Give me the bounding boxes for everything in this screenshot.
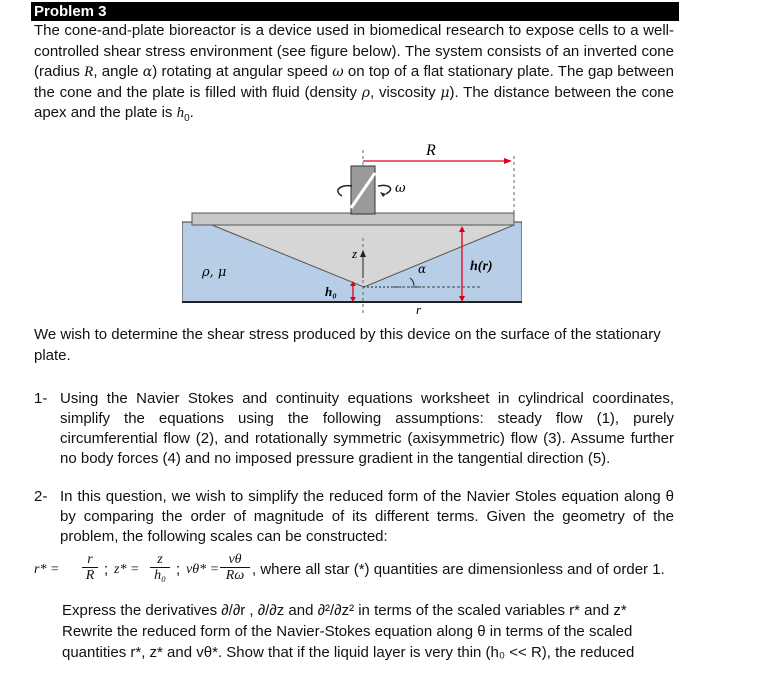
v-fraction (220, 553, 250, 584)
alpha-label: α (418, 262, 427, 276)
derivatives-line-2: Rewrite the reduced form of the Navier-Stokes equation along θ in terms of the scaled (62, 623, 633, 640)
h0-label: h₀ (325, 284, 337, 299)
separator-2: ; (176, 561, 181, 578)
intro-segment: α (142, 64, 153, 80)
intro-segment: ). The distance between the cone apex and the plate is (34, 83, 674, 121)
v-fraction-den: Rω (225, 568, 245, 583)
intro-segment: on top of a flat stationary plate. The gap between the cone and the plate is filled with fluid (density (34, 63, 674, 101)
intro-segment: , angle (93, 63, 143, 80)
hr-label: h(r) (470, 259, 493, 274)
r-axis-label: r (416, 302, 422, 314)
question-2 (34, 487, 674, 547)
question-2-number: 2- (34, 488, 48, 505)
z-axis-label: z (352, 246, 358, 261)
omega-label: ω (395, 181, 406, 196)
intro-segment: h (176, 105, 185, 121)
statement-paragraph: We wish to determine the shear stress produced by this device on the surface of the stationary plate. (34, 326, 661, 364)
r-star-label: r* = (34, 562, 60, 577)
z-fraction-num: z (150, 553, 170, 568)
cone-plate-figure (182, 128, 522, 314)
rotation-arrow-right (378, 185, 391, 194)
intro-segment: ) rotating at angular speed (152, 63, 333, 80)
v-star-label: vθ* = (186, 562, 220, 577)
derivatives-line-3: quantities r*, z* and vθ*. Show that if the liquid layer is very thin (h₀ << R), the reduced (62, 644, 635, 661)
R-label: R (426, 142, 436, 159)
cone-top-disk (192, 213, 514, 225)
intro-segment: , viscosity (370, 83, 441, 101)
derivatives-line-1: Express the derivatives ∂/∂r , ∂/∂z and ∂²/∂z² in terms of the scaled variables r* and z* (62, 602, 627, 619)
v-fraction-num: vθ (220, 553, 250, 568)
question-2-text: In this question, we wish to simplify the reduced form of the Navier Stoles equation along θ by comparing the order of magnitude of its different terms. Given the geometry of the problem, the following scales can be constructed: (60, 488, 674, 545)
rotation-arrow-left (338, 186, 352, 196)
r-fraction-num: r (82, 553, 98, 568)
intro-segment: 0 (184, 113, 190, 124)
scaling-formula (34, 551, 694, 591)
r-fraction (82, 553, 98, 584)
z-fraction (150, 553, 170, 584)
question-1-text: Using the Navier Stokes and continuity equations worksheet in cylindrical coordinates, simplify the equations using the following assumptions: steady flow (1), purely circumferential flow (2), and rotationally symmetric (axisymmetric) flow (3). Assume further no body forces (4) and no imposed pressure gradient in the tangential direction (5). (60, 390, 674, 467)
formula-tail-text: , where all star (*) quantities are dimensionless and of order 1. (252, 561, 665, 578)
intro-segment: The cone-and-plate bioreactor is a device used in biomedical research to expose cells to a well-controlled shear stress environment (see figure below). The system consists of an inverted cone (radius (34, 22, 674, 80)
question-1 (34, 389, 674, 469)
z-fraction-den: h₀ (154, 568, 166, 583)
intro-segment: μ (440, 84, 450, 101)
intro-segment: R (84, 64, 94, 80)
intro-segment: ω (332, 64, 344, 80)
question-1-number: 1- (34, 390, 48, 407)
rho-mu-label: ρ, μ (202, 265, 227, 280)
r-fraction-den: R (85, 568, 95, 583)
separator-1: ; (104, 561, 109, 578)
z-star-label: z* = (114, 562, 140, 577)
intro-segment: . (189, 104, 194, 121)
derivatives-paragraph (62, 600, 674, 663)
problem-intro-paragraph (34, 21, 674, 130)
problem-title: Problem 3 (31, 2, 679, 21)
intro-segment: ρ (361, 84, 371, 101)
